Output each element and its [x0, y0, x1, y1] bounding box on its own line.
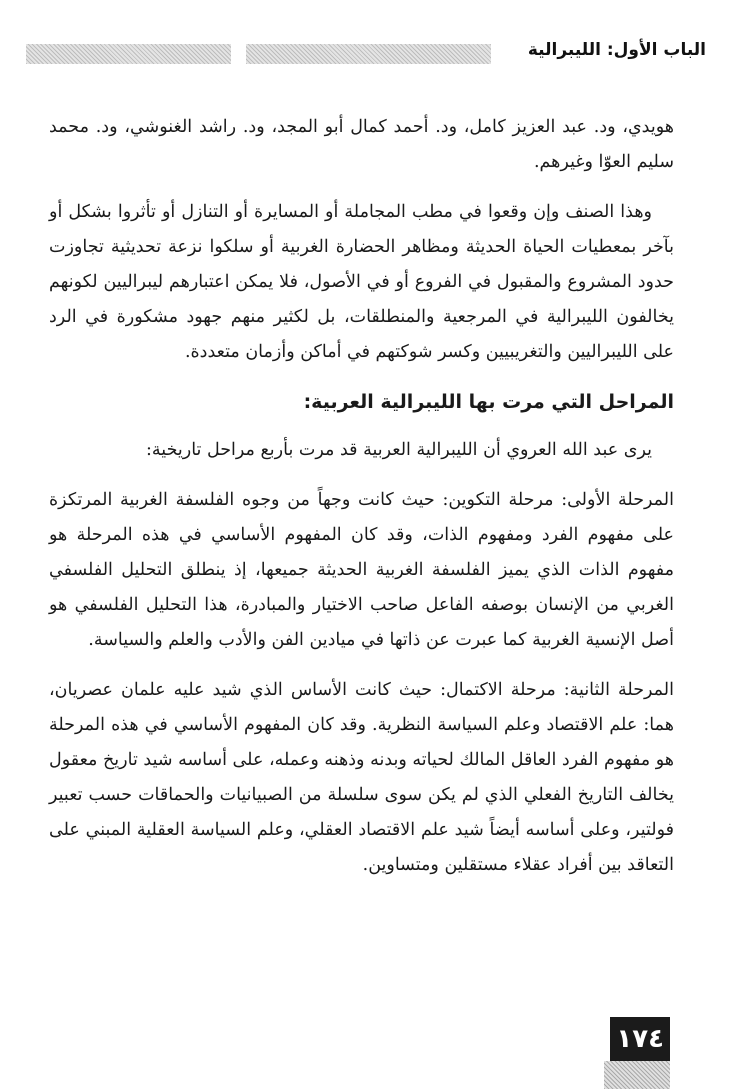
page-body — [49, 110, 674, 898]
stage-one-paragraph: المرحلة الأولى: مرحلة التكوين: حيث كانت وجهاً من وجوه الفلسفة الغربية المرتكزة على مفهوم الفرد ومفهوم الذات، وقد كان المفهوم الأساسي في هذه المرحلة هو مفهوم الذات الذي يميز الفلسفة الغربية الحديثة جميعها، إذ ينطلق التحليل الفلسفي الغربي من الإنسان بوصفه الفاعل صاحب الاختيار والمبادرة، هذا التحليل الفلسفي هو أصل الإنسية الغربية كما عبرت عن ذاتها في ميادين الفن والأدب والعلم والسياسة. — [49, 490, 674, 650]
stages-intro: يرى عبد الله العروي أن الليبرالية العربية قد مرت بأربع مراحل تاريخية: — [146, 440, 652, 460]
paragraph: وهذا الصنف وإن وقعوا في مطب المجاملة أو المسايرة أو التنازل أو تأثروا بشكل أو بآخر بمعطيات الحياة الحديثة ومظاهر الحضارة الغربية أو سلكوا نزعة تحديثية تجاوزت حدود المشروع والمقبول في الفروع أو في الأصول، فلا يمكن اعتبارهم ليبراليين لكونهم يخالفون الليبرالية في المرجعية والمنطلقات، بل لكثير منهم جهود مشكورة في الرد على الليبراليين والتغريبيين وكسر شوكتهم في أماكن وأزمان متعددة. — [49, 202, 674, 362]
header-decorative-band — [26, 44, 231, 64]
running-header-title: الباب الأول: الليبرالية — [527, 40, 706, 60]
page-number-decoration — [604, 1061, 670, 1089]
page-number: ١٧٤ — [610, 1017, 670, 1061]
running-header — [0, 38, 736, 70]
stage-two-paragraph: المرحلة الثانية: مرحلة الاكتمال: حيث كانت الأساس الذي شيد عليه علمان عصريان، هما: علم الاقتصاد وعلم السياسة النظرية. وقد كان المفهوم الأساسي في هذه المرحلة هو مفهوم الفرد العاقل المالك لحياته وبدنه وذهنه وعمله، على أساسه شيد تاريخ معقول يخالف التاريخ الفعلي الذي لم يكن سوى سلسلة من الصبيانيات والحماقات حسب تعبير فولتير، وعلى أساسه أيضاً شيد علم الاقتصاد العقلي، وعلم السياسة العقلية المبني على التعاقد بين أفراد عقلاء مستقلين ومتساوين. — [49, 680, 674, 875]
header-decorative-band — [246, 44, 491, 64]
paragraph: هويدي، ود. عبد العزيز كامل، ود. أحمد كمال أبو المجد، ود. راشد الغنوشي، ود. محمد سليم العوّا وغيرهم. — [49, 117, 674, 172]
section-heading: المراحل التي مرت بها الليبرالية العربية: — [303, 391, 674, 413]
